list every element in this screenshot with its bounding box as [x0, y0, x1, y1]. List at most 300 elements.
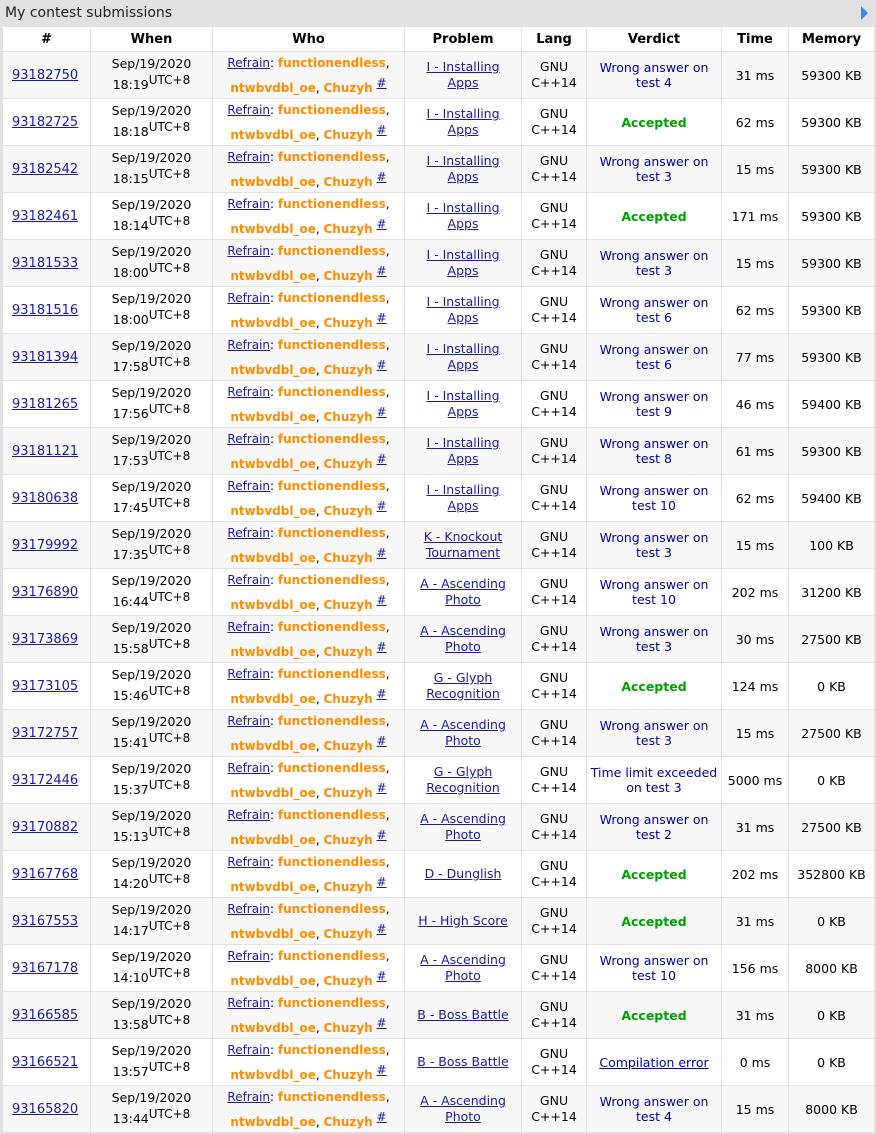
verdict-cell — [587, 616, 722, 663]
submission-time: 13:57 — [112, 1064, 149, 1080]
submission-id-cell — [3, 193, 91, 240]
lang-cell — [522, 381, 587, 428]
memory-cell: 0 KB — [789, 1039, 875, 1086]
submission-id-cell — [3, 569, 91, 616]
member-link[interactable]: functionendless — [277, 666, 386, 681]
memory-cell: 59300 KB — [789, 287, 875, 334]
when-cell — [91, 381, 213, 428]
member-link[interactable]: ntwbvdbl_oe — [230, 127, 316, 142]
problem-name-line: A - Ascending — [420, 952, 506, 967]
member-link[interactable]: functionendless — [277, 525, 386, 540]
participant-hash-link[interactable]: # — [376, 968, 387, 983]
table-row — [3, 1086, 875, 1133]
lang-name: GNU — [539, 576, 569, 591]
problem-link[interactable] — [426, 435, 499, 466]
member-link[interactable]: functionendless — [277, 55, 386, 70]
problem-link[interactable] — [420, 623, 506, 654]
problem-link[interactable] — [426, 200, 499, 231]
submission-id-cell — [3, 616, 91, 663]
when-cell — [91, 99, 213, 146]
verdict-text: on test 3 — [626, 780, 682, 795]
lang-version: C++14 — [531, 968, 577, 983]
member-link[interactable]: ntwbvdbl_oe — [230, 80, 316, 95]
submission-time: 17:53 — [112, 453, 149, 469]
participant-hash-link[interactable]: # — [376, 122, 387, 137]
submission-id-link[interactable]: 93181516 — [12, 303, 79, 318]
problem-name-line: I - Installing — [426, 106, 500, 121]
who-cell: Refrain: functionendless, ntwbvdbl_oe, Chuzyh # — [213, 898, 405, 945]
who-cell: Refrain: functionendless, ntwbvdbl_oe, Chuzyh # — [213, 240, 405, 287]
timezone: UTC+8 — [148, 1060, 191, 1075]
table-row — [3, 52, 875, 99]
submission-date: Sep/19/2020 — [111, 244, 192, 260]
member-link[interactable]: functionendless — [277, 337, 386, 352]
verdict-text: Wrong answer on — [599, 60, 709, 75]
member-link[interactable]: Chuzyh — [323, 503, 373, 518]
member-link[interactable]: Chuzyh — [323, 550, 373, 565]
problem-name-line: Recognition — [426, 686, 500, 701]
table-row — [3, 193, 875, 240]
team-link[interactable]: Refrain — [227, 619, 271, 634]
problem-cell — [405, 381, 522, 428]
team-link[interactable]: Refrain — [227, 337, 271, 352]
memory-cell: 59300 KB — [789, 334, 875, 381]
time-cell: 15 ms — [722, 240, 789, 287]
submission-id-link[interactable]: 93167178 — [12, 961, 79, 976]
member-link[interactable]: functionendless — [277, 948, 386, 963]
member-link[interactable]: Chuzyh — [323, 691, 373, 706]
when-cell — [91, 240, 213, 287]
time-cell: 62 ms — [722, 475, 789, 522]
member-link[interactable]: ntwbvdbl_oe — [230, 691, 316, 706]
team-link[interactable]: Refrain — [227, 478, 271, 493]
problem-name-line: I - Installing — [426, 482, 500, 497]
submission-id-cell — [3, 381, 91, 428]
team-link[interactable]: Refrain — [227, 1089, 271, 1104]
member-link[interactable]: functionendless — [277, 807, 386, 822]
when-cell — [91, 945, 213, 992]
team-link[interactable]: Refrain — [227, 525, 271, 540]
problem-link[interactable] — [420, 952, 506, 983]
problem-cell — [405, 240, 522, 287]
member-link[interactable]: ntwbvdbl_oe — [230, 738, 316, 753]
member-link[interactable]: Chuzyh — [323, 785, 373, 800]
submission-id-link[interactable]: 93166521 — [12, 1055, 79, 1070]
member-link[interactable]: ntwbvdbl_oe — [230, 503, 316, 518]
submission-id-link[interactable]: 93173869 — [12, 632, 79, 647]
member-link[interactable]: ntwbvdbl_oe — [230, 597, 316, 612]
member-link[interactable]: Chuzyh — [323, 315, 373, 330]
submission-id-cell — [3, 945, 91, 992]
submission-id-link[interactable]: 93181394 — [12, 350, 79, 365]
team-link[interactable]: Refrain — [227, 666, 271, 681]
time-cell: 15 ms — [722, 146, 789, 193]
submission-id-link[interactable]: 93181533 — [12, 256, 79, 271]
member-link[interactable]: Chuzyh — [323, 362, 373, 377]
team-link[interactable]: Refrain — [227, 196, 271, 211]
table-row — [3, 757, 875, 804]
problem-link[interactable] — [424, 529, 503, 560]
participant-hash-link[interactable]: # — [376, 357, 387, 372]
member-link[interactable]: functionendless — [277, 290, 386, 305]
problem-link[interactable] — [420, 717, 506, 748]
member-link[interactable]: functionendless — [277, 995, 386, 1010]
time-cell: 31 ms — [722, 52, 789, 99]
submission-id-link[interactable]: 93182542 — [12, 162, 79, 177]
participant-hash-link[interactable]: # — [376, 498, 387, 513]
lang-name: GNU — [539, 717, 569, 732]
timezone: UTC+8 — [148, 731, 191, 746]
member-link[interactable]: ntwbvdbl_oe — [230, 409, 316, 424]
member-link[interactable]: functionendless — [277, 619, 386, 634]
problem-name-line: D - Dunglish — [424, 866, 502, 881]
when-cell — [91, 992, 213, 1039]
when-cell — [91, 757, 213, 804]
verdict-text: test 3 — [636, 639, 672, 654]
submission-time: 18:00 — [112, 265, 149, 281]
when-cell — [91, 1086, 213, 1133]
participant-hash-link[interactable]: # — [376, 639, 387, 654]
problem-link[interactable] — [426, 764, 500, 795]
participant-hash-link[interactable]: # — [376, 310, 387, 325]
member-link[interactable]: ntwbvdbl_oe — [230, 1020, 316, 1035]
member-link[interactable]: ntwbvdbl_oe — [230, 550, 316, 565]
team-link[interactable]: Refrain — [227, 807, 271, 822]
submission-id-link[interactable]: 93182461 — [12, 209, 79, 224]
member-link[interactable]: ntwbvdbl_oe — [230, 926, 316, 941]
memory-cell: 59300 KB — [789, 193, 875, 240]
team-link[interactable]: Refrain — [227, 1042, 271, 1057]
member-link[interactable]: ntwbvdbl_oe — [230, 1067, 316, 1082]
member-link[interactable]: functionendless — [277, 149, 386, 164]
member-link[interactable]: Chuzyh — [323, 174, 373, 189]
when-cell — [91, 428, 213, 475]
team-link[interactable]: Refrain — [227, 995, 271, 1010]
verdict-cell — [587, 851, 722, 898]
participant-hash-link[interactable]: # — [376, 169, 387, 184]
problem-name-line: I - Installing — [426, 59, 500, 74]
participant-hash-link[interactable]: # — [376, 545, 387, 560]
submission-id-cell — [3, 757, 91, 804]
lang-name: GNU — [539, 200, 569, 215]
submission-date: Sep/19/2020 — [111, 573, 192, 589]
member-link[interactable]: ntwbvdbl_oe — [230, 456, 316, 471]
memory-cell: 59400 KB — [789, 475, 875, 522]
lang-name: GNU — [539, 106, 569, 121]
member-link[interactable]: functionendless — [277, 1089, 386, 1104]
verdict-text: Wrong answer on — [599, 154, 709, 169]
member-link[interactable]: Chuzyh — [323, 1114, 373, 1129]
submission-id-link[interactable]: 93182725 — [12, 115, 79, 130]
time-cell: 31 ms — [722, 804, 789, 851]
submission-time: 13:44 — [112, 1111, 149, 1127]
verdict-text: test 9 — [636, 404, 672, 419]
member-link[interactable]: ntwbvdbl_oe — [230, 973, 316, 988]
problem-cell — [405, 663, 522, 710]
problem-link[interactable] — [417, 1007, 508, 1022]
when-cell — [91, 804, 213, 851]
participant-hash-link[interactable]: # — [376, 1015, 387, 1030]
submission-id-link[interactable]: 93173105 — [12, 679, 79, 694]
team-link[interactable]: Refrain — [227, 901, 271, 916]
member-link[interactable]: functionendless — [277, 713, 386, 728]
participant-hash-link[interactable]: # — [376, 1109, 387, 1124]
verdict-text: Wrong answer on — [599, 248, 709, 263]
lang-version: C++14 — [531, 310, 577, 325]
submission-date: Sep/19/2020 — [111, 56, 192, 72]
who-cell: Refrain: functionendless, ntwbvdbl_oe, Chuzyh # — [213, 522, 405, 569]
member-link[interactable]: functionendless — [277, 854, 386, 869]
submission-time: 18:15 — [112, 171, 149, 187]
submission-id-link[interactable]: 93167553 — [12, 914, 79, 929]
member-link[interactable]: Chuzyh — [323, 879, 373, 894]
team-link[interactable]: Refrain — [227, 948, 271, 963]
member-link[interactable]: Chuzyh — [323, 127, 373, 142]
who-cell: Refrain: functionendless, ntwbvdbl_oe, Chuzyh # — [213, 663, 405, 710]
time-cell: 171 ms — [722, 193, 789, 240]
member-link[interactable]: Chuzyh — [323, 973, 373, 988]
submission-time: 18:19 — [112, 77, 149, 93]
lang-name: GNU — [539, 294, 569, 309]
memory-cell: 8000 KB — [789, 945, 875, 992]
submission-id-cell — [3, 428, 91, 475]
problem-cell — [405, 475, 522, 522]
lang-name: GNU — [539, 59, 569, 74]
time-cell: 156 ms — [722, 945, 789, 992]
lang-name: GNU — [539, 388, 569, 403]
lang-version: C++14 — [531, 216, 577, 231]
submission-id-link[interactable]: 93172446 — [12, 773, 79, 788]
lang-name: GNU — [539, 1093, 569, 1108]
member-link[interactable]: Chuzyh — [323, 456, 373, 471]
member-link[interactable]: Chuzyh — [323, 926, 373, 941]
memory-cell: 100 KB — [789, 522, 875, 569]
submission-id-link[interactable]: 93182750 — [12, 68, 79, 83]
member-link[interactable]: ntwbvdbl_oe — [230, 785, 316, 800]
problem-name-line: Apps — [447, 75, 479, 90]
memory-cell: 59300 KB — [789, 146, 875, 193]
submission-id-link[interactable]: 93181265 — [12, 397, 79, 412]
when-cell — [91, 663, 213, 710]
submission-id-link[interactable]: 93172757 — [12, 726, 79, 741]
problem-cell — [405, 851, 522, 898]
participant-hash-link[interactable]: # — [376, 1062, 387, 1077]
member-link[interactable]: Chuzyh — [323, 268, 373, 283]
participant-hash-link[interactable]: # — [376, 874, 387, 889]
expand-arrow-icon[interactable] — [861, 6, 868, 20]
when-cell — [91, 616, 213, 663]
team-link[interactable]: Refrain — [227, 384, 271, 399]
verdict-compilation-error-link[interactable]: Compilation error — [599, 1054, 709, 1070]
problem-link[interactable] — [418, 913, 508, 928]
when-cell — [91, 146, 213, 193]
submission-time: 18:18 — [112, 124, 149, 140]
submission-id-cell — [3, 52, 91, 99]
timezone: UTC+8 — [148, 167, 191, 182]
time-cell: 202 ms — [722, 851, 789, 898]
time-cell: 202 ms — [722, 569, 789, 616]
team-link[interactable]: Refrain — [227, 760, 271, 775]
participant-hash-link[interactable]: # — [376, 780, 387, 795]
problem-link[interactable] — [420, 576, 506, 607]
member-link[interactable]: Chuzyh — [323, 1067, 373, 1082]
problem-link[interactable] — [420, 811, 506, 842]
verdict-cell — [587, 663, 722, 710]
team-link[interactable]: Refrain — [227, 102, 271, 117]
member-link[interactable]: functionendless — [277, 102, 386, 117]
member-link[interactable]: functionendless — [277, 1042, 386, 1057]
time-cell: 15 ms — [722, 522, 789, 569]
lang-name: GNU — [539, 1046, 569, 1061]
lang-name: GNU — [539, 952, 569, 967]
time-cell: 0 ms — [722, 1039, 789, 1086]
member-link[interactable]: functionendless — [277, 572, 386, 587]
team-link[interactable]: Refrain — [227, 572, 271, 587]
verdict-text: test 10 — [632, 498, 676, 513]
member-link[interactable]: Chuzyh — [323, 409, 373, 424]
member-link[interactable]: ntwbvdbl_oe — [230, 221, 316, 236]
participant-hash-link[interactable]: # — [376, 451, 387, 466]
who-cell: Refrain: functionendless, ntwbvdbl_oe, Chuzyh # — [213, 804, 405, 851]
member-link[interactable]: functionendless — [277, 431, 386, 446]
verdict-cell — [587, 757, 722, 804]
participant-hash-link[interactable]: # — [376, 592, 387, 607]
verdict-cell — [587, 898, 722, 945]
problem-name-line: A - Ascending — [420, 576, 506, 591]
member-link[interactable]: Chuzyh — [323, 644, 373, 659]
participant-hash-link[interactable]: # — [376, 733, 387, 748]
participant-hash-link[interactable]: # — [376, 404, 387, 419]
team-link[interactable]: Refrain — [227, 243, 271, 258]
when-cell — [91, 851, 213, 898]
participant-hash-link[interactable]: # — [376, 263, 387, 278]
member-link[interactable]: functionendless — [277, 384, 386, 399]
team-link[interactable]: Refrain — [227, 149, 271, 164]
member-link[interactable]: Chuzyh — [323, 738, 373, 753]
column-header-problem: Problem — [405, 27, 522, 52]
problem-link[interactable] — [426, 59, 499, 90]
problem-link[interactable] — [426, 482, 499, 513]
member-link[interactable]: Chuzyh — [323, 221, 373, 236]
submission-time: 15:58 — [112, 641, 149, 657]
member-link[interactable]: ntwbvdbl_oe — [230, 832, 316, 847]
submission-id-link[interactable]: 93176890 — [12, 585, 79, 600]
memory-cell: 59300 KB — [789, 428, 875, 475]
lang-version: C++14 — [531, 686, 577, 701]
member-link[interactable]: ntwbvdbl_oe — [230, 174, 316, 189]
team-link[interactable]: Refrain — [227, 854, 271, 869]
member-link[interactable]: ntwbvdbl_oe — [230, 362, 316, 377]
submission-id-link[interactable]: 93165820 — [12, 1102, 79, 1117]
memory-cell: 27500 KB — [789, 616, 875, 663]
submission-id-link[interactable]: 93166585 — [12, 1008, 79, 1023]
participant-hash-link[interactable]: # — [376, 75, 387, 90]
timezone: UTC+8 — [148, 1107, 191, 1122]
problem-link[interactable] — [426, 153, 499, 184]
memory-cell: 0 KB — [789, 663, 875, 710]
problem-link[interactable] — [426, 106, 499, 137]
team-link[interactable]: Refrain — [227, 290, 271, 305]
lang-version: C++14 — [531, 827, 577, 842]
problem-link[interactable] — [426, 670, 500, 701]
team-link[interactable]: Refrain — [227, 713, 271, 728]
lang-version: C++14 — [531, 451, 577, 466]
participant-hash-link[interactable]: # — [376, 921, 387, 936]
member-link[interactable]: Chuzyh — [323, 1020, 373, 1035]
member-link[interactable]: Chuzyh — [323, 597, 373, 612]
problem-link[interactable] — [426, 294, 499, 325]
team-link[interactable]: Refrain — [227, 431, 271, 446]
member-link[interactable]: functionendless — [277, 196, 386, 211]
member-link[interactable]: functionendless — [277, 243, 386, 258]
submission-id-link[interactable]: 93179992 — [12, 538, 79, 553]
verdict-text: Wrong answer on — [599, 295, 709, 310]
team-link[interactable]: Refrain — [227, 55, 271, 70]
problem-link[interactable] — [426, 341, 499, 372]
verdict-text: test 10 — [632, 592, 676, 607]
submissions-table — [2, 26, 875, 1133]
who-cell: Refrain: functionendless, ntwbvdbl_oe, Chuzyh # — [213, 1039, 405, 1086]
verdict-cell — [587, 99, 722, 146]
verdict-text: test 3 — [636, 169, 672, 184]
verdict-text: Wrong answer on — [599, 530, 709, 545]
member-link[interactable]: functionendless — [277, 901, 386, 916]
member-link[interactable]: functionendless — [277, 478, 386, 493]
problem-link[interactable] — [425, 866, 502, 881]
who-cell: Refrain: functionendless, ntwbvdbl_oe, Chuzyh # — [213, 1086, 405, 1133]
column-header-lang: Lang — [522, 27, 587, 52]
verdict-text: Accepted — [621, 1007, 687, 1023]
submission-id-link[interactable]: 93180638 — [12, 491, 79, 506]
submission-id-link[interactable]: 93181121 — [12, 444, 79, 459]
table-row — [3, 710, 875, 757]
problem-link[interactable] — [426, 247, 499, 278]
verdict-cell — [587, 945, 722, 992]
submission-id-cell — [3, 334, 91, 381]
member-link[interactable]: ntwbvdbl_oe — [230, 315, 316, 330]
member-link[interactable]: ntwbvdbl_oe — [230, 644, 316, 659]
participant-hash-link[interactable]: # — [376, 216, 387, 231]
member-link[interactable]: functionendless — [277, 760, 386, 775]
who-cell: Refrain: functionendless, ntwbvdbl_oe, Chuzyh # — [213, 146, 405, 193]
table-body — [3, 52, 875, 1133]
time-cell: 15 ms — [722, 1086, 789, 1133]
problem-link[interactable] — [426, 388, 499, 419]
problem-link[interactable] — [420, 1093, 506, 1124]
member-link[interactable]: ntwbvdbl_oe — [230, 1114, 316, 1129]
submission-id-link[interactable]: 93170882 — [12, 820, 79, 835]
memory-cell: 0 KB — [789, 898, 875, 945]
problem-cell — [405, 1039, 522, 1086]
participant-hash-link[interactable]: # — [376, 686, 387, 701]
member-link[interactable]: Chuzyh — [323, 80, 373, 95]
timezone: UTC+8 — [148, 496, 191, 511]
participant-hash-link[interactable]: # — [376, 827, 387, 842]
submission-id-link[interactable]: 93167768 — [12, 867, 79, 882]
member-link[interactable]: ntwbvdbl_oe — [230, 879, 316, 894]
timezone: UTC+8 — [148, 919, 191, 934]
submission-id-cell — [3, 146, 91, 193]
who-cell: Refrain: functionendless, ntwbvdbl_oe, Chuzyh # — [213, 710, 405, 757]
column-header-verdict: Verdict — [587, 27, 722, 52]
when-cell — [91, 334, 213, 381]
problem-cell — [405, 334, 522, 381]
table-row — [3, 240, 875, 287]
member-link[interactable]: ntwbvdbl_oe — [230, 268, 316, 283]
member-link[interactable]: Chuzyh — [323, 832, 373, 847]
problem-link[interactable] — [417, 1054, 508, 1069]
timezone: UTC+8 — [148, 308, 191, 323]
